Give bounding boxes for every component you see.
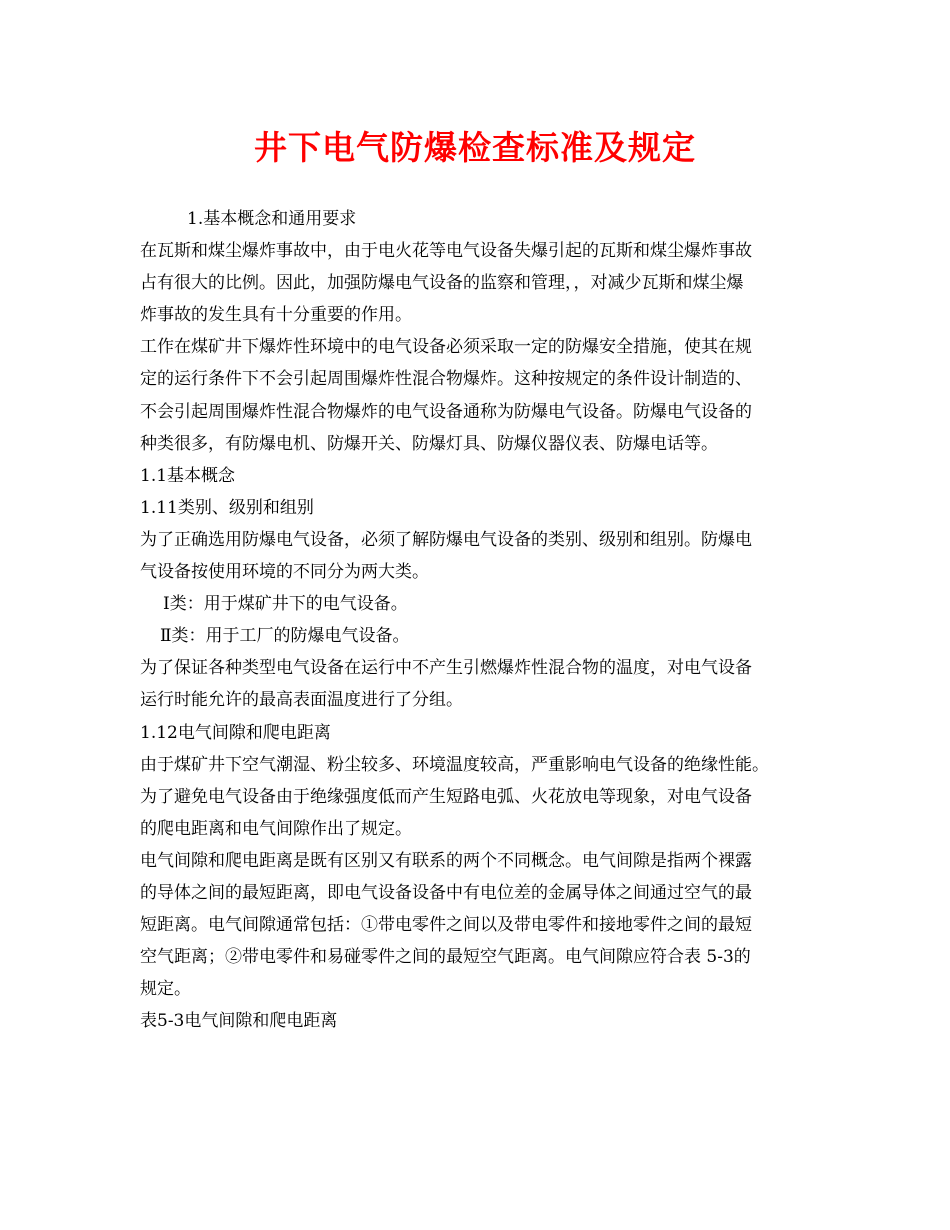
- paragraph-line: 种类很多，有防爆电机、防爆开关、防爆灯具、防爆仪器仪表、防爆电话等。: [140, 433, 718, 454]
- paragraph-line: 为了正确选用防爆电气设备，必须了解防爆电气设备的类别、级别和组别。防爆电: [140, 529, 752, 550]
- paragraph-line: 工作在煤矿井下爆炸性环境中的电气设备必须采取一定的防爆安全措施，使其在规: [140, 337, 752, 358]
- paragraph-line: 占有很大的比例。因此，加强防爆电气设备的监察和管理，，对减少瓦斯和煤尘爆: [140, 273, 744, 294]
- paragraph-line: 电气间隙和爬电距离是既有区别又有联系的两个不同概念。电气间隙是指两个裸露: [140, 850, 752, 871]
- document-body: [140, 203, 830, 1037]
- class-item: Ⅰ类：用于煤矿井下的电气设备。: [163, 594, 408, 615]
- paragraph-line: 定的运行条件下不会引起周围爆炸性混合物爆炸。这种按规定的条件设计制造的、: [140, 369, 752, 390]
- section-heading: 1.11类别、级别和组别: [140, 497, 314, 518]
- paragraph-line: 为了避免电气设备由于绝缘强度低而产生短路电弧、火花放电等现象，对电气设备: [140, 786, 752, 807]
- class-item: Ⅱ类：用于工厂的防爆电气设备。: [160, 626, 410, 647]
- paragraph-line: 规定。: [140, 979, 191, 1000]
- paragraph-line: 在瓦斯和煤尘爆炸事故中，由于电火花等电气设备失爆引起的瓦斯和煤尘爆炸事故: [140, 241, 752, 262]
- section-heading: 1.12电气间隙和爬电距离: [140, 722, 331, 743]
- paragraph-line: 气设备按使用环境的不同分为两大类。: [140, 562, 429, 583]
- document-title: 井下电气防爆检查标准及规定: [254, 128, 696, 167]
- table-caption: 表5-3电气间隙和爬电距离: [140, 1011, 338, 1032]
- paragraph-line: 的爬电距离和电气间隙作出了规定。: [140, 818, 412, 839]
- paragraph-line: 空气距离；②带电零件和易碰零件之间的最短空气距离。电气间隙应符合表 5-3的: [140, 947, 751, 968]
- section-heading: 1.基本概念和通用要求: [187, 209, 357, 229]
- paragraph-line: 运行时能允许的最高表面温度进行了分组。: [140, 690, 463, 711]
- paragraph-line: 炸事故的发生具有十分重要的作用。: [140, 305, 412, 326]
- paragraph-line: 不会引起周围爆炸性混合物爆炸的电气设备通称为防爆电气设备。防爆电气设备的: [140, 401, 752, 422]
- paragraph-line: 为了保证各种类型电气设备在运行中不产生引燃爆炸性混合物的温度，对电气设备: [140, 658, 752, 679]
- paragraph-line: 的导体之间的最短距离，即电气设备设备中有电位差的金属导体之间通过空气的最: [140, 882, 752, 903]
- section-heading: 1.1基本概念: [140, 465, 236, 486]
- paragraph-line: 由于煤矿井下空气潮湿、粉尘较多、环境温度较高，严重影响电气设备的绝缘性能。: [140, 754, 769, 775]
- paragraph-line: 短距离。电气间隙通常包括：①带电零件之间以及带电零件和接地零件之间的最短: [140, 915, 752, 936]
